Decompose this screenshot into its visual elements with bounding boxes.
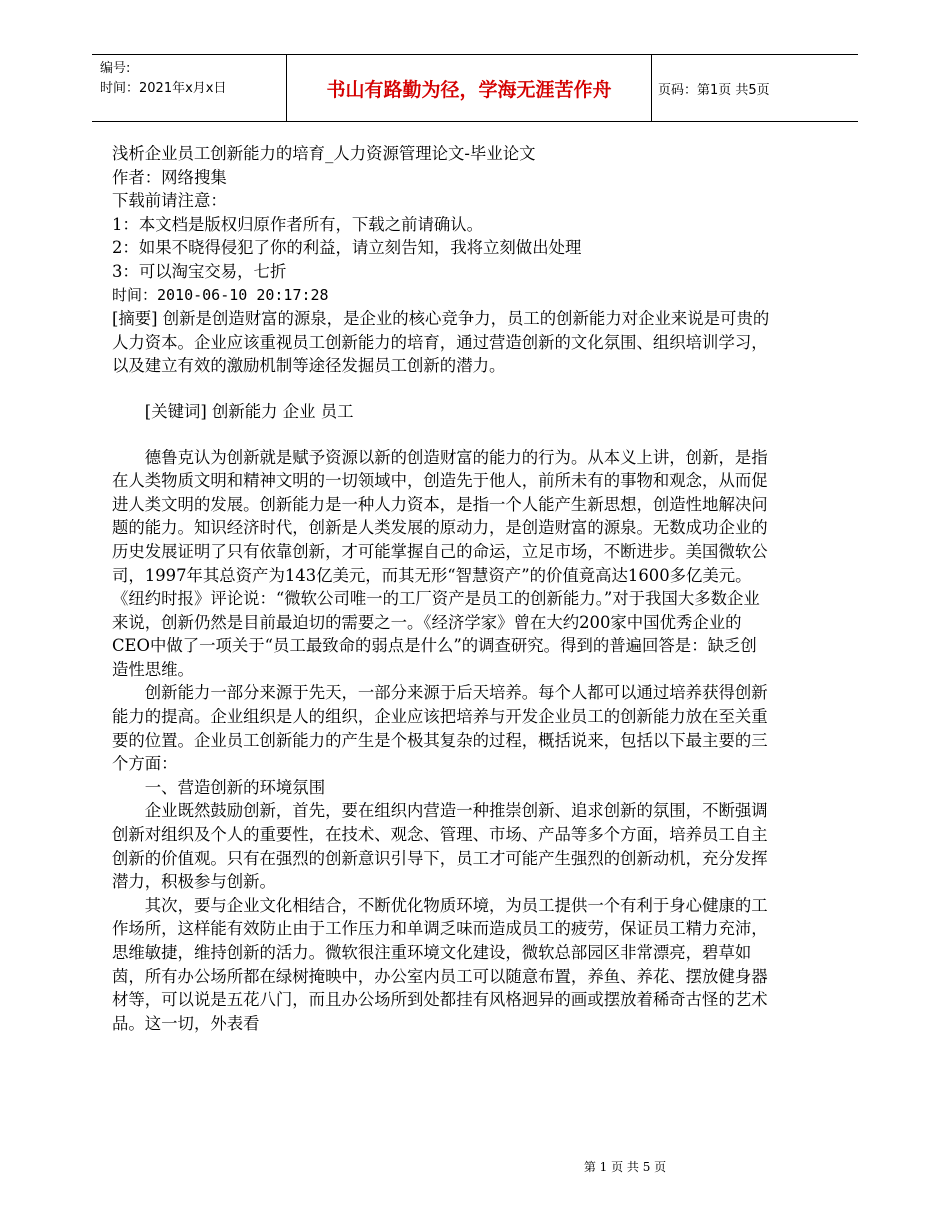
body-paragraph: 其次，要与企业文化相结合，不断优化物质环境，为员工提供一个有利于身心健康的工作场所，这样能有效防止由于工作压力和单调乏味而造成员工的疲劳，保证员工精力充沛，思维敏捷，维持创新的活力。微软很注重环境文化建设，微软总部园区非常漂亮，碧草如茵，所有办公场所都在绿树掩映中，办公室内员工可以随意布置，养鱼、养花、摆放健身器材等，可以说是五花八门，而且办公场所到处都挂有风格迥异的画或摆放着稀奇古怪的艺术品。这一切，外表看: [112, 895, 768, 1033]
header-meta: [100, 59, 280, 99]
time-label: 时间：2021年x月x日: [100, 81, 227, 96]
body-paragraph: 企业既然鼓励创新，首先，要在组织内营造一种推崇创新、追求创新的氛围，不断强调创新对组织及个人的重要性，在技术、观念、管理、市场、产品等多个方面，培养员工自主创新的价值观。只有在强烈的创新意识引导下，员工才可能产生强烈的创新动机，充分发挥潜力，积极参与创新。: [112, 801, 768, 892]
notice-item: 3：可以淘宝交易，七折: [112, 261, 287, 281]
notice-item: 1：本文档是版权归原作者所有，下载之前请确认。: [112, 214, 484, 234]
spacer: [112, 378, 772, 400]
header-motto: 书山有路勤为径，学海无涯苦作舟: [286, 55, 652, 121]
keywords: [关键词] 创新能力 企业 员工: [144, 401, 354, 421]
body-paragraph: 创新能力一部分来源于先天，一部分来源于后天培养。每个人都可以通过培养获得创新能力的提高。企业组织是人的组织，企业应该把培养与开发企业员工的创新能力放在至关重要的位置。企业员工创新能力的产生是个极其复杂的过程，概括说来，包括以下最主要的三个方面：: [112, 683, 768, 774]
body-paragraph: 德鲁克认为创新就是赋予资源以新的创造财富的能力的行为。从本义上讲，创新，是指在人类物质文明和精神文明的一切领域中，创造先于他人，前所未有的事物和观念，从而促进人类文明的发展。创新能力是一种人力资本，是指一个人能产生新思想，创造性地解决问题的能力。知识经济时代，创新是人类发展的原动力，是创造财富的源泉。无数成功企业的历史发展证明了只有依靠创新，才可能掌握自己的命运，立足市场，不断进步。美国微软公司，1997年其总资产为143亿美元，而其无形“智慧资产”的价值竟高达1600多亿美元。《纽约时报》评论说：“微软公司唯一的工厂资产是员工的创新能力。”对于我国大多数企业来说，创新仍然是目前最迫切的需要之一。《经济学家》曾在大约200家中国优秀企业的CEO中做了一项关于“员工最致命的弱点是什么”的调查研究。得到的普遍回答是：缺乏创造性思维。: [112, 447, 768, 679]
spacer: [112, 424, 772, 446]
notice-heading: 下载前请注意：: [112, 191, 227, 211]
notice-item: 2：如果不晓得侵犯了你的利益，请立刻告知，我将立刻做出处理: [112, 238, 582, 258]
page-footer: 第 1 页 共 5 页: [583, 1160, 667, 1174]
number-label: 编号:: [100, 61, 131, 76]
section-heading: 一、营造创新的环境氛围: [144, 777, 326, 797]
article-body: [112, 142, 772, 1035]
article-author: 作者：网络搜集: [112, 167, 227, 187]
page-header: [92, 54, 858, 122]
abstract: [摘要] 创新是创造财富的源泉，是企业的核心竞争力，员工的创新能力对企业来说是可贵的人力资本。企业应该重视员工创新能力的培育，通过营造创新的文化氛围、组织培训学习，以及建立有效的激励机制等途径发掘员工创新的潜力。: [112, 309, 770, 376]
article-title: 浅析企业员工创新能力的培育_人力资源管理论文-毕业论文: [112, 144, 536, 163]
header-page-info: 页码：第1页 共5页: [658, 82, 770, 98]
article-time: 时间：2010-06-10 20:17:28: [112, 285, 329, 304]
